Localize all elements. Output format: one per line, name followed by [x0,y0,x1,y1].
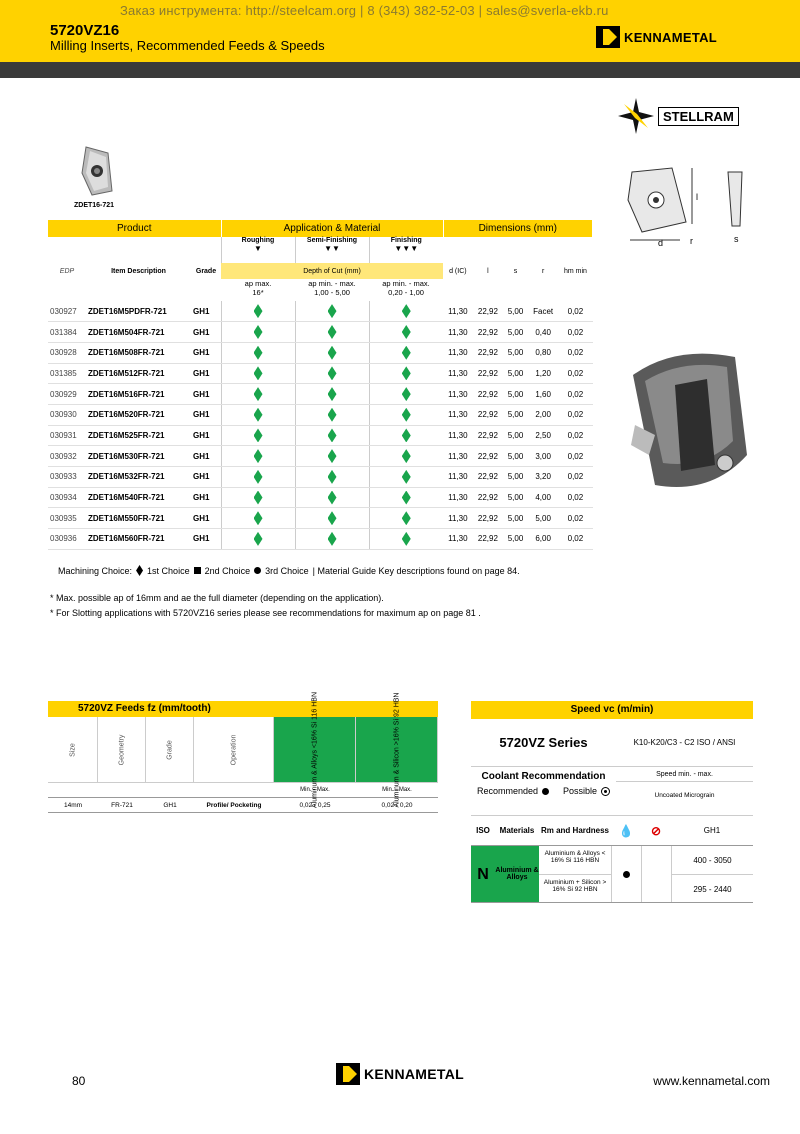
cell-item: ZDET16M525FR-721 [86,425,191,446]
first-choice-diamond-icon [402,449,411,463]
table-row [48,508,593,529]
footer-k-icon [336,1063,360,1085]
cell-s: 5,00 [503,322,528,343]
sub-material-2: Aluminium + Silicon > 16% Si 92 HBN [543,879,607,893]
cell-choice [295,301,369,322]
cell-l: 22,92 [473,404,503,425]
group-product: Product [48,220,221,237]
first-choice-diamond-icon [402,532,411,546]
footer-url: www.kennametal.com [653,1074,770,1088]
first-choice-diamond-icon [402,387,411,401]
first-choice-diamond-icon [328,346,337,360]
cell-edp: 030930 [48,404,86,425]
cell-s: 5,00 [503,446,528,467]
table-row [48,446,593,467]
cell-r: 2,50 [528,425,558,446]
cell-choice [369,529,443,550]
cell-item: ZDET16M504FR-721 [86,322,191,343]
first-choice-diamond-icon [254,491,263,505]
cell-item: ZDET16M530FR-721 [86,446,191,467]
cell-s: 5,00 [503,342,528,363]
first-choice-diamond-icon [402,366,411,380]
cell-choice [295,508,369,529]
table-row [48,363,593,384]
first-choice-diamond-icon [402,346,411,360]
contact-line: Заказ инструмента: http://steelcam.org | 8 (343) 382-52-03 | sales@sverla-ekb.ru [120,3,609,18]
speed-value-1: 400 - 3050 [672,846,753,875]
cell-grade: GH1 [191,342,221,363]
cell-choice [295,384,369,405]
speed-value-2: 295 - 2440 [693,885,732,894]
cell-grade: GH1 [191,322,221,343]
footer-kennametal-logo [336,1063,464,1085]
cell-choice [221,342,295,363]
first-choice-diamond-icon [254,511,263,525]
cell-r: 3,00 [528,446,558,467]
col-edp: EDP [59,267,75,275]
cell-choice [369,404,443,425]
feeds-col-al1: Aluminum & Alloys <16% Si 116 HBN [274,717,356,782]
cell-choice [221,487,295,508]
page-subtitle: Milling Inserts, Recommended Feeds & Speeds [50,38,325,53]
cell-choice [295,425,369,446]
cell-choice [295,446,369,467]
table-row [48,529,593,550]
op-roughing: Roughing ▼ [221,237,295,263]
material-group: Aluminium & Alloys [495,846,539,902]
cell-choice [221,529,295,550]
cell-s: 5,00 [503,404,528,425]
cell-choice [221,322,295,343]
cell-edp: 030933 [48,467,86,488]
col-s: s [513,267,518,275]
recommended-dot-icon [542,788,549,795]
first-choice-diamond-icon [328,325,337,339]
speed-title: Speed vc (m/min) [471,701,753,719]
col-r: r [541,267,545,275]
cell-grade: GH1 [191,446,221,467]
cell-item: ZDET16M540FR-721 [86,487,191,508]
dim-l-label: l [696,192,698,202]
first-choice-icon [136,565,143,576]
first-choice-diamond-icon [402,491,411,505]
cell-choice [295,529,369,550]
cell-item: ZDET16M5PDFR-721 [86,301,191,322]
footer-wordmark: KENNAMETAL [364,1066,464,1082]
feeds-col-grade: Grade [146,717,194,782]
first-choice-diamond-icon [402,325,411,339]
cell-grade: GH1 [191,508,221,529]
cell-edp: 030931 [48,425,86,446]
cell-hm: 0,02 [558,404,592,425]
cell-choice [369,301,443,322]
speed-table [471,701,753,903]
cell-d: 11,30 [443,529,473,550]
cell-l: 22,92 [473,425,503,446]
group-application: Application & Material [221,220,443,237]
legend-first: 1st Choice [147,565,190,576]
insert-label: ZDET16-721 [74,202,115,209]
legend-prefix: Machining Choice: [58,565,133,576]
rm-header: Rm and Hardness [540,826,610,835]
cell-hm: 0,02 [558,425,592,446]
table-row [48,404,593,425]
cell-l: 22,92 [473,487,503,508]
coolant-drop-icon: 💧 [618,823,634,838]
cell-item: ZDET16M508FR-721 [86,342,191,363]
cell-d: 11,30 [443,487,473,508]
cell-grade: GH1 [191,529,221,550]
cell-edp: 031384 [48,322,86,343]
cell-edp: 031385 [48,363,86,384]
cell-choice [369,322,443,343]
feeds-title: 5720VZ Feeds fz (mm/tooth) [48,701,438,717]
cell-d: 11,30 [443,342,473,363]
doc-semi: ap min. - max. 1,00 - 5,00 [308,279,356,297]
coolant-possible-label: Possible [563,786,598,796]
cell-choice [221,301,295,322]
cell-choice [221,404,295,425]
op-finishing: Finishing ▼▼▼ [369,237,443,263]
speed-minmax-label: Speed min. - max. [616,771,753,782]
cutter-photo [615,345,750,510]
cell-r: 2,00 [528,404,558,425]
stellram-wordmark: STELLRAM [658,107,739,126]
feeds-col-al2: Aluminum & Silicon >16% Si 92 HBN [356,717,438,782]
cell-r: 3,20 [528,467,558,488]
cell-s: 5,00 [503,508,528,529]
cell-s: 5,00 [503,301,528,322]
uncoated-label: Uncoated Micrograin [654,792,715,799]
first-choice-diamond-icon [328,428,337,442]
col-hm: hm min [563,267,587,275]
cell-item: ZDET16M550FR-721 [86,508,191,529]
insert-dimension-diagram [620,160,755,250]
coolant-recommended-label: Recommended [477,786,539,796]
first-choice-diamond-icon [328,511,337,525]
no-coolant-icon: ⊘ [650,823,662,838]
cell-r: 1,60 [528,384,558,405]
sub-material-1: Aluminium & Alloys < 16% Si 116 HBN [539,846,611,875]
cell-choice [369,446,443,467]
cell-d: 11,30 [443,384,473,405]
cell-hm: 0,02 [558,363,592,384]
table-row [48,322,593,343]
cell-edp: 030936 [48,529,86,550]
dim-d-label: d [658,238,664,248]
kennametal-wordmark: KENNAMETAL [624,29,718,45]
first-choice-diamond-icon [254,304,263,318]
cell-hm: 0,02 [558,529,592,550]
feeds-minmax-2: Min. - Max. [382,787,412,793]
cell-s: 5,00 [503,467,528,488]
cell-l: 22,92 [473,342,503,363]
table-row [48,487,593,508]
feeds-col-size: Size [48,717,98,782]
cell-l: 22,92 [473,384,503,405]
first-choice-diamond-icon [402,304,411,318]
materials-header: Materials [499,826,535,835]
cell-grade: GH1 [191,487,221,508]
cell-r: 0,40 [528,322,558,343]
first-choice-diamond-icon [328,532,337,546]
legend-suffix: | Material Guide Key descriptions found on page 84. [312,565,520,576]
table-row [48,425,593,446]
first-choice-diamond-icon [254,325,263,339]
cell-hm: 0,02 [558,342,592,363]
cell-edp: 030935 [48,508,86,529]
cell-hm: 0,02 [558,508,592,529]
cell-d: 11,30 [443,363,473,384]
cell-edp: 030934 [48,487,86,508]
feeds-col-geometry: Geometry [98,717,146,782]
cell-item: ZDET16M512FR-721 [86,363,191,384]
cell-choice [369,384,443,405]
cell-l: 22,92 [473,529,503,550]
col-depth-of-cut: Depth of Cut (mm) [221,263,443,279]
cell-choice [221,384,295,405]
grade-class: K10-K20/C3 - C2 ISO / ANSI [633,738,736,747]
first-choice-diamond-icon [254,408,263,422]
col-grade: Grade [195,267,217,275]
table-row [48,342,593,363]
cell-d: 11,30 [443,508,473,529]
cell-l: 22,92 [473,467,503,488]
feeds-col-operation: Operation [194,717,274,782]
page-title: 5720VZ16 [50,22,120,39]
first-choice-diamond-icon [254,387,263,401]
cell-choice [221,425,295,446]
first-choice-diamond-icon [328,387,337,401]
cell-item: ZDET16M532FR-721 [86,467,191,488]
coolant-title: Coolant Recommendation [481,771,606,782]
cell-choice [295,322,369,343]
cell-r: 5,00 [528,508,558,529]
cell-r: 4,00 [528,487,558,508]
cell-choice [295,467,369,488]
feeds-minmax-1: Min. - Max. [300,787,330,793]
cell-d: 11,30 [443,425,473,446]
cell-edp: 030928 [48,342,86,363]
cell-grade: GH1 [191,404,221,425]
first-choice-diamond-icon [402,470,411,484]
first-choice-diamond-icon [254,470,263,484]
machining-legend [58,565,520,576]
cell-choice [369,467,443,488]
cell-l: 22,92 [473,301,503,322]
cell-d: 11,30 [443,301,473,322]
cell-edp: 030929 [48,384,86,405]
col-l: l [487,267,489,275]
cell-choice [369,425,443,446]
possible-circle-icon [601,787,610,796]
first-choice-diamond-icon [402,428,411,442]
doc-roughing: ap max. 16* [244,279,272,297]
op-semi-finishing: Semi-Finishing ▼▼ [295,237,369,263]
coolant-recommended-dot [623,871,630,878]
cell-r: Facet [528,301,558,322]
cell-hm: 0,02 [558,467,592,488]
first-choice-diamond-icon [254,532,263,546]
cell-s: 5,00 [503,363,528,384]
first-choice-diamond-icon [328,366,337,380]
first-choice-diamond-icon [328,470,337,484]
cell-hm: 0,02 [558,487,592,508]
cell-choice [221,446,295,467]
cell-s: 5,00 [503,425,528,446]
dim-s-label: s [734,234,739,244]
kennametal-logo [596,26,717,48]
cell-grade: GH1 [191,384,221,405]
cell-choice [295,342,369,363]
cell-l: 22,92 [473,322,503,343]
stellram-star-icon [618,98,654,134]
third-choice-icon [254,567,261,574]
col-d: d (IC) [449,267,467,275]
note-max-ap: * Max. possible ap of 16mm and ae the full diameter (depending on the application). [50,593,384,603]
cell-hm: 0,02 [558,384,592,405]
cell-choice [221,508,295,529]
first-choice-diamond-icon [328,408,337,422]
cell-choice [295,363,369,384]
legend-third: 3rd Choice [265,565,309,576]
first-choice-diamond-icon [328,304,337,318]
insert-photo [78,145,114,197]
first-choice-diamond-icon [402,511,411,525]
cell-d: 11,30 [443,322,473,343]
legend-second: 2nd Choice [204,565,251,576]
iso-n: N [471,846,495,902]
header-stripe [0,62,800,78]
cell-choice [221,363,295,384]
cell-hm: 0,02 [558,446,592,467]
insert-table [48,220,593,550]
table-row [48,384,593,405]
second-choice-icon [194,567,201,574]
page-number: 80 [72,1074,86,1088]
cell-r: 0,80 [528,342,558,363]
first-choice-diamond-icon [254,346,263,360]
table-row [48,467,593,488]
cell-d: 11,30 [443,446,473,467]
cell-edp: 030927 [48,301,86,322]
cell-grade: GH1 [191,467,221,488]
grade-header: GH1 [703,826,721,835]
note-slotting: * For Slotting applications with 5720VZ16 series please see recommendations for maximum ap on page 81 . [50,608,481,618]
feeds-table [48,691,438,813]
cell-choice [369,508,443,529]
insert-rows [48,301,593,549]
doc-finishing: ap min. - max. 0,20 - 1,00 [382,279,430,297]
cell-item: ZDET16M560FR-721 [86,529,191,550]
cell-grade: GH1 [191,363,221,384]
cell-choice [369,487,443,508]
cell-hm: 0,02 [558,322,592,343]
first-choice-diamond-icon [254,449,263,463]
cell-choice [369,363,443,384]
cell-choice [369,342,443,363]
cell-r: 1,20 [528,363,558,384]
cell-grade: GH1 [191,301,221,322]
first-choice-diamond-icon [328,449,337,463]
cell-s: 5,00 [503,529,528,550]
table-row [48,301,593,322]
cell-d: 11,30 [443,404,473,425]
cell-edp: 030932 [48,446,86,467]
cell-item: ZDET16M520FR-721 [86,404,191,425]
cell-l: 22,92 [473,363,503,384]
first-choice-diamond-icon [254,366,263,380]
col-item: Item Description [111,267,166,275]
cell-d: 11,30 [443,467,473,488]
cell-s: 5,00 [503,384,528,405]
cell-r: 6,00 [528,529,558,550]
cell-choice [295,487,369,508]
stellram-logo [618,98,739,134]
cell-choice [221,467,295,488]
cell-hm: 0,02 [558,301,592,322]
dim-r-label: r [690,236,693,246]
cell-l: 22,92 [473,446,503,467]
group-dimensions: Dimensions (mm) [443,220,593,237]
cell-item: ZDET16M516FR-721 [86,384,191,405]
feeds-row: 14mm FR-721 GH1 Profile/ Pocketing 0,02 - 0,25 0,02 - 0,20 [48,797,438,813]
first-choice-diamond-icon [254,428,263,442]
kennametal-k-icon [596,26,620,48]
iso-header: ISO [476,826,490,835]
cell-l: 22,92 [473,508,503,529]
cell-s: 5,00 [503,487,528,508]
cell-choice [295,404,369,425]
series-name: 5720VZ Series [499,735,588,750]
cell-grade: GH1 [191,425,221,446]
first-choice-diamond-icon [328,491,337,505]
first-choice-diamond-icon [402,408,411,422]
